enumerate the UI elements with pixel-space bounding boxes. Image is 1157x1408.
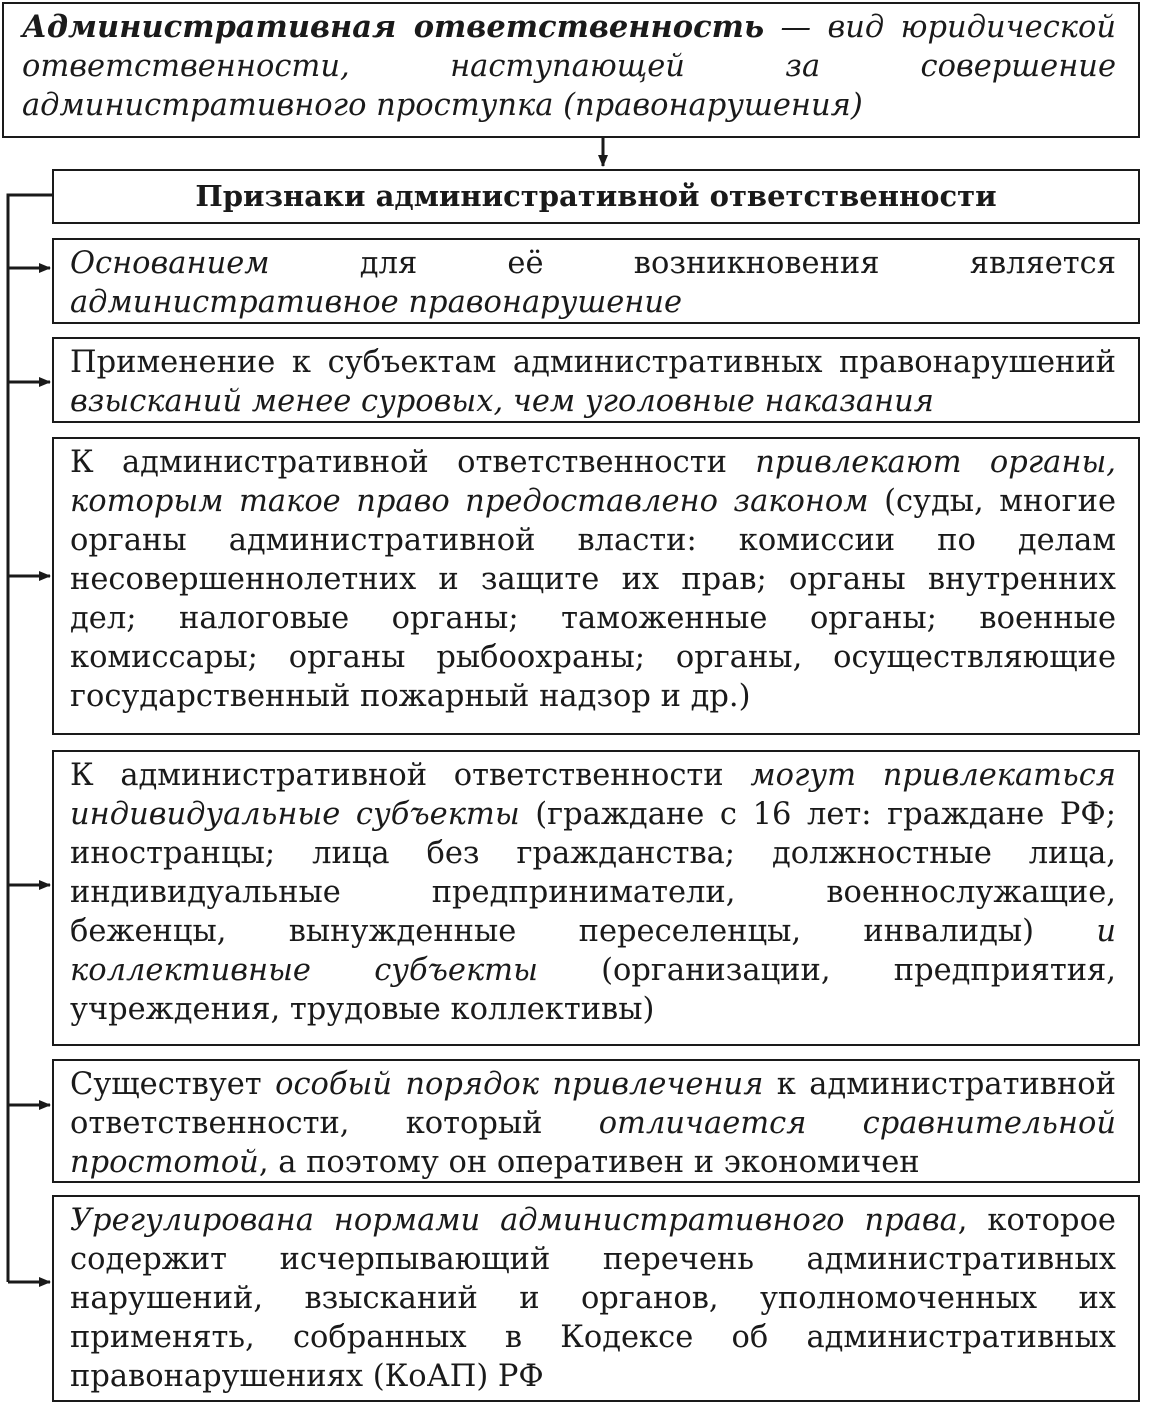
definition-box (2, 2, 1140, 138)
feature-text: (граждане с 16 лет: граждане РФ; иностранцы; лица без гражданства; должностные лица, индивидуальные предприниматели, военнослужащие, беженцы, вынужденные переселенцы, инвалиды) (70, 797, 1116, 949)
feature-box-1 (52, 238, 1140, 324)
feature-text: , а поэтому он оперативен и экономичен (258, 1145, 920, 1180)
definition-dash: — (764, 10, 828, 45)
feature-emphasis: взысканий менее суровых, чем уголовные наказания (70, 384, 934, 419)
feature-text: для её возникновения является (269, 246, 1116, 281)
feature-text: К административной ответственности (70, 758, 751, 793)
feature-emphasis: особый порядок привлечения (275, 1067, 764, 1102)
definition-term: Административная ответственность (22, 9, 765, 45)
feature-emphasis: Урегулирована нормами административного права (70, 1203, 958, 1238)
feature-box-4 (52, 750, 1140, 1046)
feature-text: (суды, многие органы административной власти: комиссии по делам несовершеннолетних и защите их прав; органы внутренних дел; налоговые органы; таможенные органы; военные комиссары; органы рыбоохраны; органы, осуществляющие государственный пожарный надзор и др.) (70, 484, 1117, 714)
features-heading: Признаки административной ответственности (195, 179, 997, 213)
feature-emphasis: отличается сравнительной простотой (70, 1106, 1116, 1180)
bracket-spine (8, 195, 52, 1282)
features-heading-box (52, 169, 1140, 224)
feature-box-2 (52, 337, 1140, 423)
feature-text: , которое содержит исчерпывающий перечень административных нарушений, взысканий и органов, уполномоченных их применять, собранных в Кодексе об административных правонарушениях (КоАП) РФ (70, 1203, 1116, 1394)
feature-emphasis: могут привлекаться индивидуальные субъекты (70, 758, 1116, 832)
feature-emphasis: Основанием (70, 246, 270, 281)
feature-text: Существует (70, 1067, 276, 1102)
feature-text: К административной ответственности (70, 445, 756, 480)
feature-box-3 (52, 437, 1140, 735)
feature-text: к административной ответственности, который (70, 1067, 1116, 1141)
definition-text: вид юридической ответственности, наступающей за совершение административного проступка (правонарушения) (22, 10, 1116, 123)
feature-emphasis: и коллективные субъекты (70, 914, 1116, 988)
feature-text: (организации, предприятия, учреждения, трудовые коллективы) (70, 953, 1116, 1027)
feature-emphasis: привлекают органы, которым такое право предоставлено законом (70, 445, 1116, 519)
feature-box-6 (52, 1195, 1140, 1402)
feature-text: Применение к субъектам административных правонарушений (70, 345, 1116, 380)
feature-box-5 (52, 1059, 1140, 1183)
feature-emphasis: административное правонарушение (70, 285, 683, 320)
